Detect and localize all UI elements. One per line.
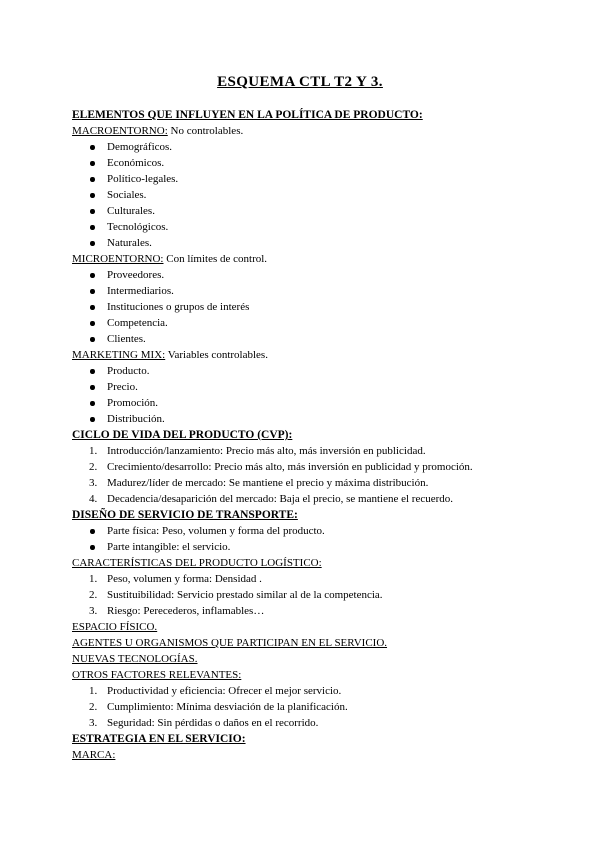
list-item	[72, 491, 542, 507]
list-text: Decadencia/desaparición del mercado: Baja el precio, se mantiene el recuerdo.	[107, 493, 454, 505]
list-item: Competencia.	[72, 315, 542, 331]
macroentorno-label: MACROENTORNO:	[72, 125, 168, 137]
list-item: Parte física: Peso, volumen y forma del producto.	[72, 523, 542, 539]
list-item: Culturales.	[72, 203, 542, 219]
document-body	[72, 107, 542, 763]
list-text: Cumplimiento: Mínima desviación de la planificación.	[107, 701, 348, 713]
list-item	[72, 699, 542, 715]
caracteristicas-heading: CARACTERÍSTICAS DEL PRODUCTO LOGÍSTICO:	[72, 557, 322, 569]
macroentorno-line	[72, 123, 542, 139]
marketing-mix-line	[72, 347, 542, 363]
diseno-list	[72, 523, 542, 555]
section-heading-diseno: DISEÑO DE SERVICIO DE TRANSPORTE:	[72, 509, 298, 521]
list-text: Riesgo: Perecederos, inflamables…	[107, 605, 265, 617]
marca-heading: MARCA:	[72, 749, 116, 761]
list-item: Producto.	[72, 363, 542, 379]
list-text: Peso, volumen y forma: Densidad .	[107, 573, 262, 585]
list-number: 3.	[89, 605, 98, 617]
otros-factores-heading: OTROS FACTORES RELEVANTES:	[72, 669, 242, 681]
list-text: Crecimiento/desarrollo: Precio más alto, más inversión en publicidad y promoción.	[107, 461, 473, 473]
list-number: 1.	[89, 685, 98, 697]
list-item	[72, 603, 542, 619]
list-item	[72, 475, 542, 491]
list-text: Sustituibilidad: Servicio prestado similar al de la competencia.	[107, 589, 383, 601]
list-item: Parte intangible: el servicio.	[72, 539, 542, 555]
list-text: Introducción/lanzamiento: Precio más alto, más inversión en publicidad.	[107, 445, 426, 457]
nuevas-tecnologias-heading: NUEVAS TECNOLOGÍAS.	[72, 653, 198, 665]
list-item: Clientes.	[72, 331, 542, 347]
list-item	[72, 683, 542, 699]
list-item: Demográficos.	[72, 139, 542, 155]
marketing-mix-label: MARKETING MIX:	[72, 349, 166, 361]
list-item: Intermediarios.	[72, 283, 542, 299]
list-number: 4.	[89, 493, 98, 505]
section-heading-cvp: CICLO DE VIDA DEL PRODUCTO (CVP):	[72, 429, 293, 441]
list-item	[72, 443, 542, 459]
list-text: Productividad y eficiencia: Ofrecer el mejor servicio.	[107, 685, 342, 697]
list-number: 1.	[89, 445, 98, 457]
macroentorno-text: No controlables.	[167, 125, 244, 137]
list-number: 2.	[89, 461, 98, 473]
list-item: Promoción.	[72, 395, 542, 411]
list-number: 3.	[89, 717, 98, 729]
list-text: Madurez/líder de mercado: Se mantiene el precio y máxima distribución.	[107, 477, 429, 489]
list-item: Político-legales.	[72, 171, 542, 187]
section-heading-estrategia: ESTRATEGIA EN EL SERVICIO:	[72, 733, 246, 745]
list-item: Económicos.	[72, 155, 542, 171]
list-item: Naturales.	[72, 235, 542, 251]
list-item: Proveedores.	[72, 267, 542, 283]
list-item	[72, 571, 542, 587]
list-item	[72, 459, 542, 475]
list-item	[72, 587, 542, 603]
document-title: ESQUEMA CTL T2 Y 3.	[217, 74, 383, 90]
list-number: 1.	[89, 573, 98, 585]
cvp-list	[72, 443, 542, 507]
microentorno-line	[72, 251, 542, 267]
list-item	[72, 715, 542, 731]
list-item: Tecnológicos.	[72, 219, 542, 235]
list-item: Sociales.	[72, 187, 542, 203]
list-item: Precio.	[72, 379, 542, 395]
list-number: 2.	[89, 701, 98, 713]
list-number: 3.	[89, 477, 98, 489]
marketing-mix-list	[72, 363, 542, 427]
agentes-heading: AGENTES U ORGANISMOS QUE PARTICIPAN EN EL SERVICIO.	[72, 637, 388, 649]
list-item: Instituciones o grupos de interés	[72, 299, 542, 315]
caracteristicas-list	[72, 571, 542, 619]
list-text: Seguridad: Sin pérdidas o daños en el recorrido.	[107, 717, 319, 729]
section-heading-elementos: ELEMENTOS QUE INFLUYEN EN LA POLÍTICA DE PRODUCTO:	[72, 109, 423, 121]
microentorno-list	[72, 267, 542, 347]
macroentorno-list	[72, 139, 542, 251]
espacio-fisico-heading: ESPACIO FÍSICO.	[72, 621, 158, 633]
marketing-mix-text: Variables controlables.	[165, 349, 268, 361]
list-number: 2.	[89, 589, 98, 601]
microentorno-text: Con límites de control.	[163, 253, 268, 265]
microentorno-label: MICROENTORNO:	[72, 253, 164, 265]
list-item: Distribución.	[72, 411, 542, 427]
otros-factores-list	[72, 683, 542, 731]
